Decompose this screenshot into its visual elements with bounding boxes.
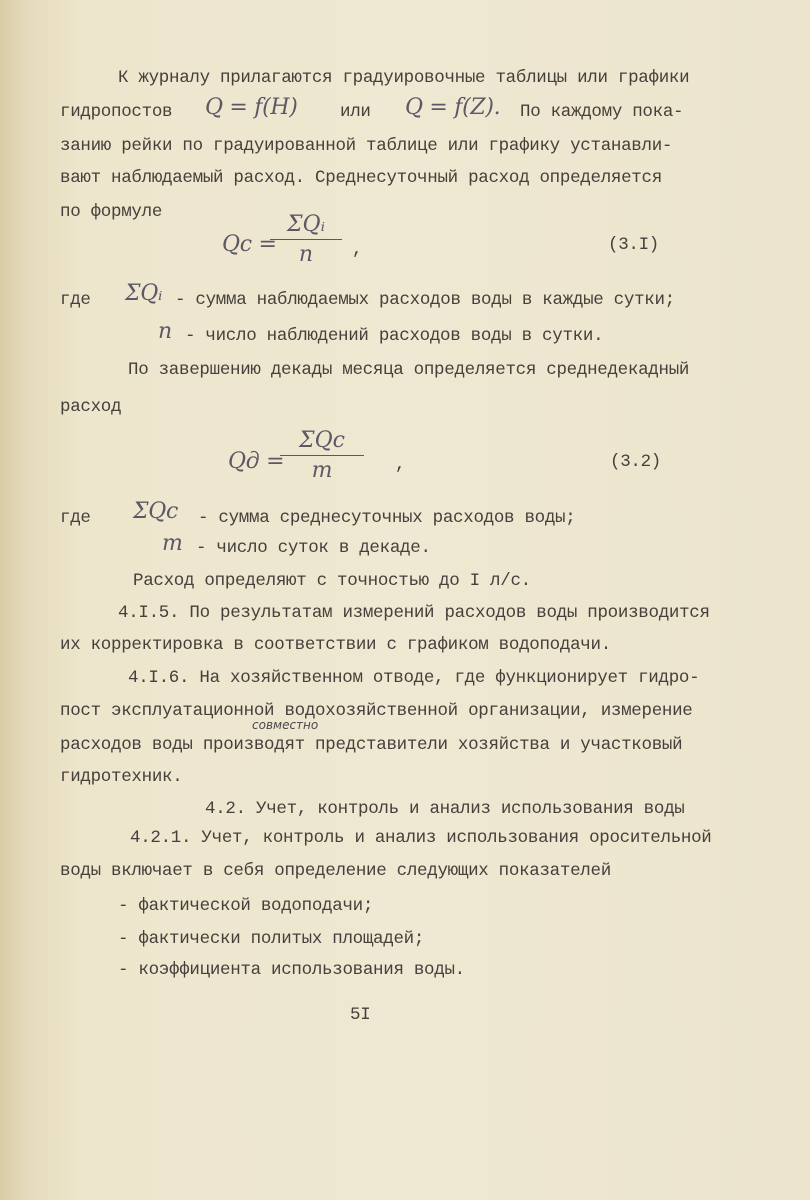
list-item: - фактически политых площадей;	[118, 929, 425, 949]
text-line: их корректировка в соответствии с графиком водоподачи.	[60, 635, 611, 655]
text-line: - сумма наблюдаемых расходов воды в каждые сутки;	[175, 290, 675, 310]
formula-comma: ,	[395, 455, 406, 475]
text-line: - число суток в декаде.	[196, 538, 431, 558]
handwritten-insertion: совместно	[252, 718, 319, 732]
fraction-bar	[270, 239, 342, 240]
formula-fraction	[280, 428, 364, 483]
formula-symbol: ΣQᵢ	[125, 281, 163, 306]
text-line: или	[340, 102, 371, 122]
formula-inline: Q = f(Z).	[405, 95, 501, 120]
formula-symbol: ΣQc	[133, 499, 179, 524]
formula-inline: Q = f(H)	[205, 95, 298, 120]
numerator: ΣQc	[299, 428, 345, 453]
text-line: гидротехник.	[60, 767, 183, 787]
denominator: n	[298, 242, 314, 267]
text-line: гидропостов	[60, 102, 173, 122]
text-line: - число наблюдений расходов воды в сутки.	[185, 326, 604, 346]
text-line: где	[60, 508, 91, 528]
formula-comma: ,	[352, 240, 363, 260]
text-line: 4.2.1. Учет, контроль и анализ использования оросительной	[130, 828, 712, 848]
text-line: занию рейки по градуированной таблице или графику устанавли-	[60, 136, 673, 156]
text-line: вают наблюдаемый расход. Среднесуточный расход определяется	[60, 168, 662, 188]
text-line: Расход определяют с точностью до I л/с.	[133, 571, 531, 591]
text-line: По завершению декады месяца определяется среднедекадный	[128, 360, 690, 380]
list-item: - коэффициента использования воды.	[118, 960, 465, 980]
formula-lhs: Qд =	[228, 449, 285, 474]
formula-number: (3.2)	[610, 452, 662, 472]
text-line: По каждому пока-	[520, 102, 684, 122]
text-line: 4.I.5. По результатам измерений расходов воды производится	[118, 603, 710, 623]
section-heading: 4.2. Учет, контроль и анализ использования воды	[205, 799, 685, 819]
formula-symbol: n	[158, 319, 172, 344]
text-line: расход	[60, 397, 122, 417]
text-line: воды включает в себя определение следующих показателей	[60, 861, 611, 881]
formula-symbol: m	[162, 531, 183, 556]
text-line: пост эксплуатационной водохозяйственной организации, измерение	[60, 701, 693, 721]
text-line: К журналу прилагаются градуировочные таблицы или графики	[118, 68, 690, 88]
denominator: m	[311, 458, 333, 483]
formula-fraction	[270, 212, 342, 267]
text-line: - сумма среднесуточных расходов воды;	[198, 508, 576, 528]
text-line: по формуле	[60, 202, 163, 222]
text-line: где	[60, 290, 91, 310]
numerator: ΣQᵢ	[286, 212, 326, 237]
page-number: 5I	[350, 1005, 371, 1025]
list-item: - фактической водоподачи;	[118, 896, 374, 916]
text-line: расходов воды производят представители хозяйства и участковый	[60, 735, 683, 755]
formula-number: (3.I)	[608, 235, 660, 255]
text-line: 4.I.6. На хозяйственном отводе, где функционирует гидро-	[128, 668, 700, 688]
fraction-bar	[280, 455, 364, 456]
formula-lhs: Qc =	[222, 232, 277, 257]
